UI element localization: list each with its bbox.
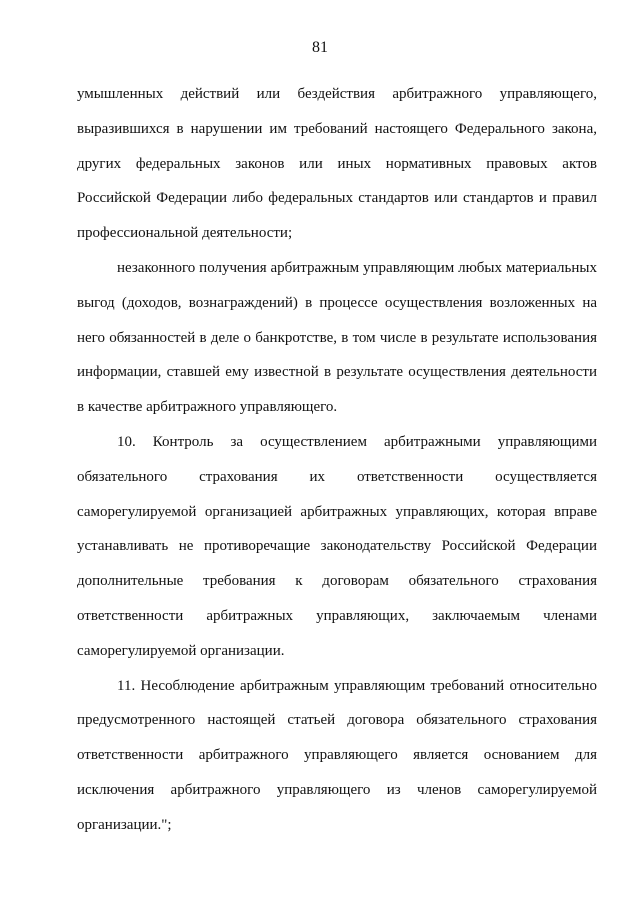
- paragraph-item-10: 10. Контроль за осуществлением арбитражными управляющими обязательного страхования их ответственности осуществляется саморегулируемой организацией арбитражных управляющих, которая вправе устанавливать не противоречащие законодательству Российской Федерации дополнительные требования к договорам обязательного страхования ответственности арбитражных управляющих, заключаемым членами саморегулируемой организации.: [77, 433, 597, 659]
- page-number: 81: [312, 39, 328, 56]
- paragraph-continuation: умышленных действий или бездействия арбитражного управляющего, выразившихся в нарушении им требований настоящего Федерального закона, других федеральных законов или иных нормативных правовых актов Российской Федерации либо федеральных стандартов или стандартов и правил профессиональной деятельности;: [77, 86, 597, 242]
- paragraph-item-11: 11. Несоблюдение арбитражным управляющим требований относительно предусмотренного настоящей статьей договора обязательного страхования ответственности арбитражного управляющего является основанием для исключения арбитражного управляющего из членов саморегулируемой организации.";: [77, 677, 597, 833]
- paragraph-illegal-benefits: незаконного получения арбитражным управляющим любых материальных выгод (доходов, вознаграждений) в процессе осуществления возложенных на него обязанностей в деле о банкротстве, в том числе в результате использования информации, ставшей ему известной в результате осуществления деятельности в качестве арбитражного управляющего.: [77, 259, 597, 416]
- document-body: [77, 77, 597, 843]
